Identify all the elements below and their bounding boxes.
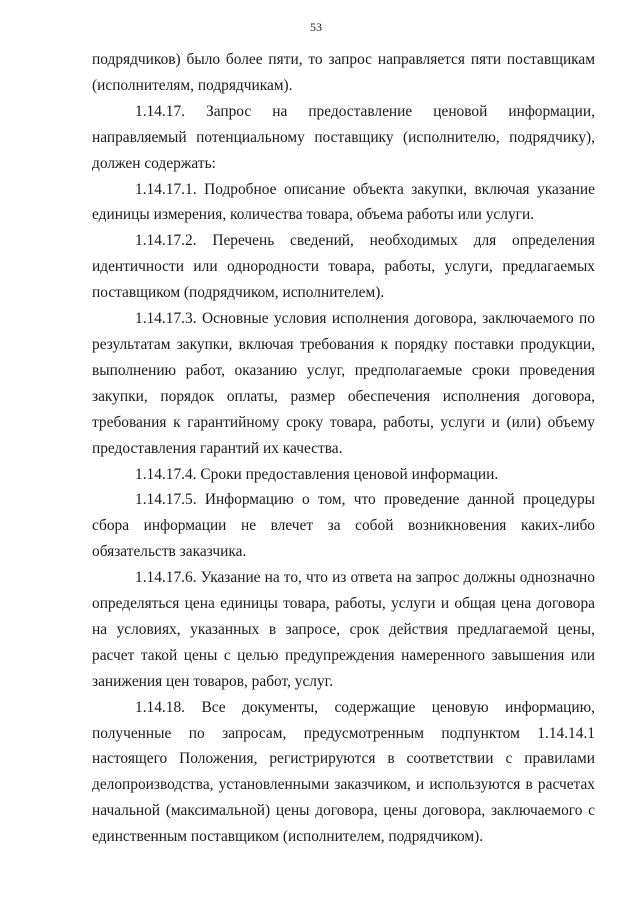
page-number: 53 [310, 20, 322, 34]
paragraph-continuation: подрядчиков) было более пяти, то запрос направляется пяти поставщикам (исполнителям, подрядчикам). [92, 51, 595, 94]
paragraph-1-14-17: 1.14.17. Запрос на предоставление ценовой информации, направляемый потенциальному поставщику (исполнителю, подрядчику), должен содержать: [92, 102, 595, 172]
paragraph-1-14-17-6: 1.14.17.6. Указание на то, что из ответа на запрос должны однозначно определяться цена единицы товара, работы, услуги и общая цена договора на условиях, указанных в запросе, срок действия предлагаемой цены, расчет такой цены с целью предупреждения намеренного завышения или занижения цен товаров, работ, услуг. [92, 569, 595, 690]
paragraph-1-14-17-1: 1.14.17.1. Подробное описание объекта закупки, включая указание единицы измерения, количества товара, объема работы или услуги. [92, 180, 595, 224]
paragraph-1-14-17-2: 1.14.17.2. Перечень сведений, необходимых для определения идентичности или однородности товара, работы, услуги, предлагаемых поставщиком (подрядчиком, исполнителем). [92, 232, 595, 302]
paragraph-1-14-17-3: 1.14.17.3. Основные условия исполнения договора, заключаемого по результатам закупки, включая требования к порядку поставки продукции, выполнению работ, оказанию услуг, предполагаемые сроки проведения закупки, порядок оплаты, размер обеспечения исполнения договора, требования к гарантийному сроку товара, работы, услуги и (или) объему предоставления гарантий их качества. [92, 310, 595, 457]
paragraph-1-14-18: 1.14.18. Все документы, содержащие ценовую информацию, полученные по запросам, предусмотренным подпунктом 1.14.14.1 настоящего Положения, регистрируются в соответствии с правилами делопроизводства, установленными заказчиком, и используются в расчетах начальной (максимальной) цены договора, цены договора, заключаемого с единственным поставщиком (исполнителем, подрядчиком). [92, 698, 595, 846]
document-body [92, 47, 595, 850]
paragraph-1-14-17-5: 1.14.17.5. Информацию о том, что проведение данной процедуры сбора информации не влечет за собой возникновения каких-либо обязательств заказчика. [92, 491, 595, 561]
paragraph-1-14-17-4: 1.14.17.4. Сроки предоставления ценовой информации. [135, 465, 499, 483]
